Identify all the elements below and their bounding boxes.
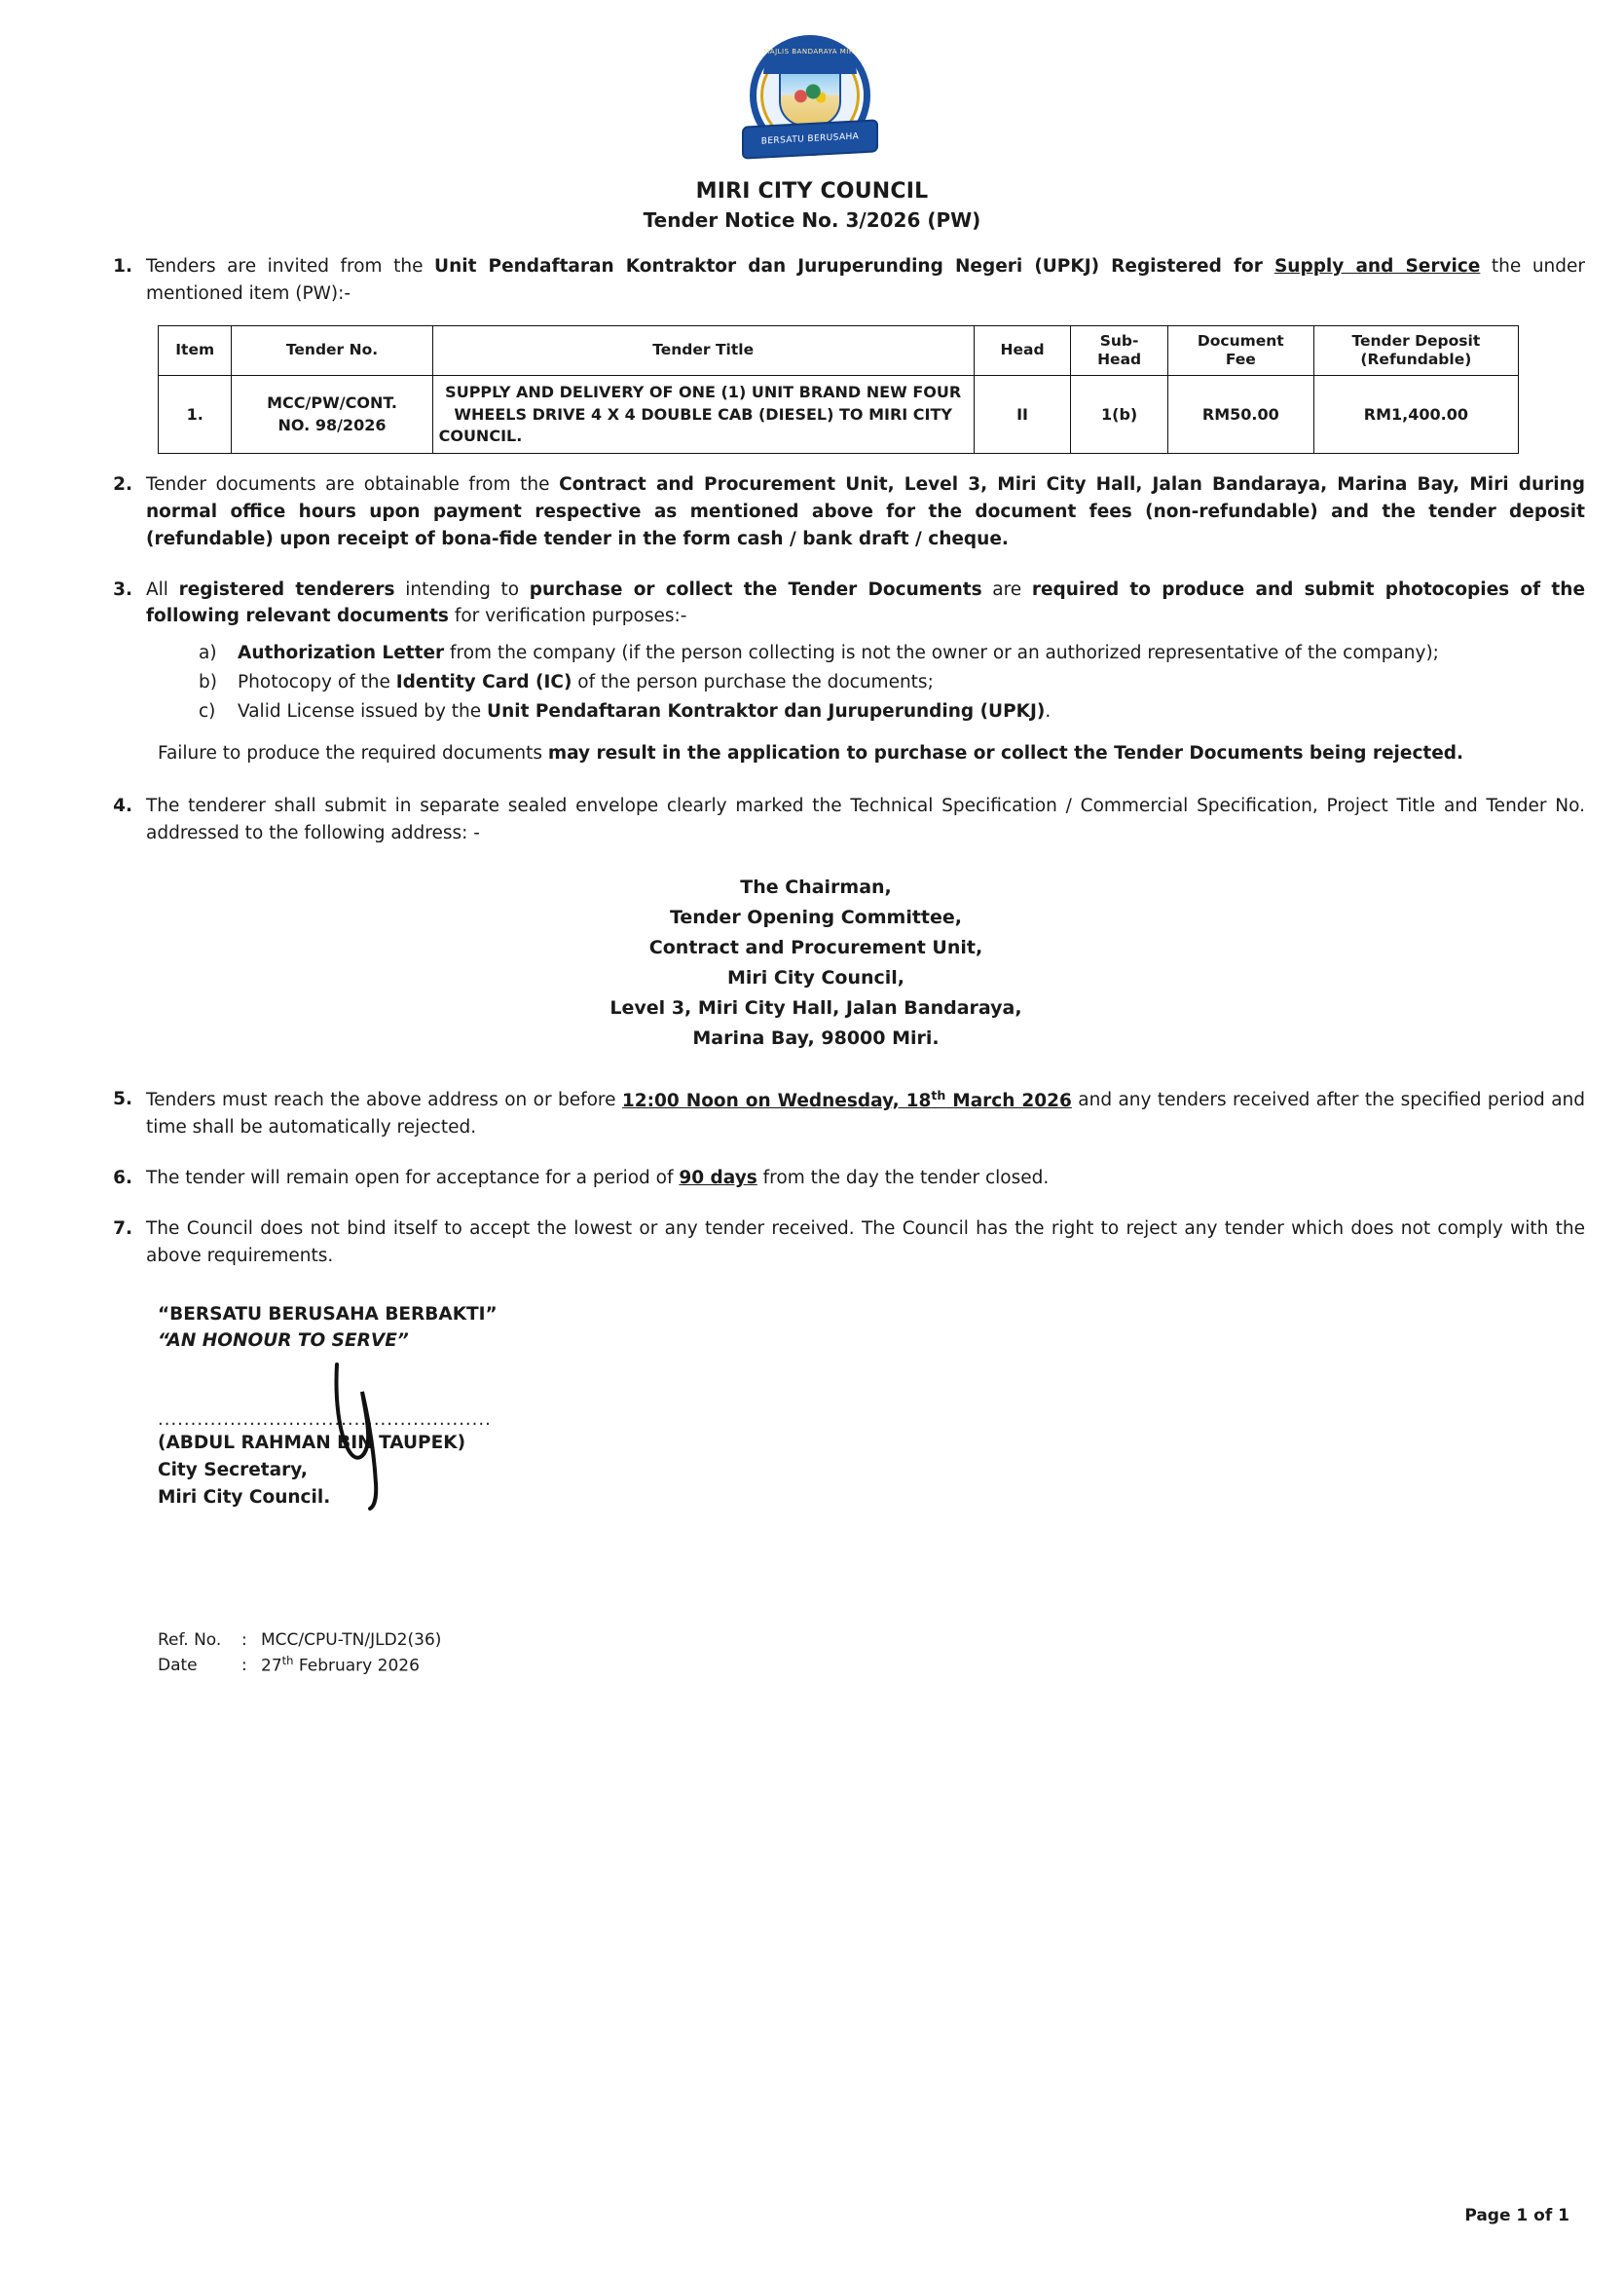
sub-item-c-text: [238, 698, 1585, 726]
sub-item-c-bold: Unit Pendaftaran Kontraktor dan Juruperunding (UPKJ): [487, 700, 1046, 722]
list-item: [199, 669, 1585, 696]
clause-1-part1: Tenders are invited from the: [146, 256, 435, 277]
tender-table-wrapper: [158, 325, 1519, 455]
motto-line-2: “AN HONOUR TO SERVE”: [158, 1330, 409, 1352]
address-line-2: Tender Opening Committee,: [669, 906, 962, 928]
clause-6-part2: from the day the tender closed.: [757, 1168, 1050, 1189]
clause-6-part1: The tender will remain open for acceptance for a period of: [146, 1168, 680, 1189]
clause-3-part2: intending to: [394, 579, 530, 600]
date-value-a: 27: [261, 1657, 282, 1677]
cell-tender-no-line1: MCC/PW/CONT.: [267, 393, 397, 413]
logo-shield-icon: [779, 68, 841, 127]
reference-colon: :: [241, 1630, 247, 1651]
clause-1-number: 1.: [113, 256, 132, 277]
clause-3-sublist: [199, 640, 1585, 725]
date-label: Date: [158, 1656, 198, 1676]
clause-3-text: [146, 577, 1585, 631]
clause-2-text: [146, 471, 1585, 552]
reference-value: MCC/CPU-TN/JLD2(36): [261, 1630, 442, 1651]
clause-1-bold1: Unit Pendaftaran Kontraktor dan Juruperunding Negeri (UPKJ) Registered for: [434, 256, 1274, 277]
th-item: Item: [159, 325, 232, 376]
date-value-b: February 2026: [293, 1657, 420, 1677]
reference-row: [158, 1627, 1585, 1653]
cell-sub-head: 1(b): [1071, 376, 1168, 454]
page-footer: Page 1 of 1: [1464, 2206, 1569, 2225]
miri-city-council-logo-icon: [740, 29, 884, 173]
page-subtitle: Tender Notice No. 3/2026 (PW): [643, 208, 981, 232]
page-title: MIRI CITY COUNCIL: [695, 179, 929, 204]
cell-tender-no: [232, 376, 432, 454]
clause-5-part2: and any tenders received after the specified period and time shall be automatically rejected.: [146, 1090, 1585, 1139]
clause-3-note-pre: Failure to produce the required documents: [158, 743, 548, 765]
sub-item-b-text: [238, 669, 1585, 696]
reference-block: [158, 1627, 1585, 1679]
clause-7-text: The Council does not bind itself to accept the lowest or any tender received. The Council has the right to reject any tender which does not comply with the above requirements.: [146, 1217, 1585, 1266]
address-line-1: The Chairman,: [740, 876, 892, 898]
clause-1-text: [146, 253, 1585, 308]
th-document-fee-line1: Document: [1197, 331, 1284, 350]
th-sub-head-line2: Head: [1097, 350, 1142, 368]
clause-3-part4: for verification purposes:-: [448, 606, 687, 627]
logo-banner: [742, 119, 878, 175]
clause-5: [105, 1086, 1585, 1141]
clause-3-part1: All: [146, 579, 179, 600]
sub-item-b-label: b): [199, 671, 217, 692]
address-line-5: Level 3, Miri City Hall, Jalan Bandaraya,: [609, 996, 1022, 1019]
signatory-post: City Secretary,: [158, 1459, 308, 1480]
clause-3: [105, 577, 1585, 631]
table-header-row: [159, 325, 1519, 376]
date-value-sup: th: [281, 1654, 294, 1668]
clause-4: [105, 793, 1585, 847]
clause-3-bold1: registered tenderers: [178, 579, 395, 600]
clause-6: [105, 1165, 1585, 1192]
clause-5-deadline-a: 12:00 Noon on Wednesday, 18: [621, 1090, 932, 1111]
clause-6-number: 6.: [113, 1168, 132, 1189]
sub-item-b-rest: of the person purchase the documents;: [572, 671, 934, 692]
sub-item-b-pre: Photocopy of the: [238, 671, 396, 692]
council-logo-wrapper: [0, 0, 1624, 173]
list-item: [199, 640, 1585, 667]
sub-item-a-bold: Authorization Letter: [238, 643, 445, 664]
clause-1-part2: the under mentioned item (PW):-: [146, 256, 1585, 304]
clause-5-deadline-b: March 2026: [945, 1090, 1072, 1111]
sub-item-c-label: c): [199, 700, 216, 722]
clause-5-number: 5.: [113, 1089, 132, 1110]
clause-7-number: 7.: [113, 1217, 132, 1239]
address-line-3: Contract and Procurement Unit,: [648, 936, 983, 958]
signatory-name: (ABDUL RAHMAN BIN TAUPEK): [158, 1433, 466, 1454]
logo-banner-text: BERSATU BERUSAHA BERBAKTI: [760, 131, 860, 175]
signatory-org: Miri City Council.: [158, 1486, 331, 1508]
th-tender-no: Tender No.: [232, 325, 432, 376]
th-tender-title: Tender Title: [432, 325, 974, 376]
clause-6-period: 90 days: [679, 1168, 757, 1189]
cell-item: 1.: [159, 376, 232, 454]
document-body: [0, 253, 1624, 1679]
address-line-4: Miri City Council,: [726, 966, 904, 989]
signature-block: [158, 1409, 1585, 1575]
sub-item-b-bold: Identity Card (IC): [395, 671, 572, 692]
th-sub-head-line1: Sub-: [1099, 331, 1139, 350]
th-head: Head: [974, 325, 1071, 376]
clause-6-text: [146, 1165, 1585, 1192]
th-tender-deposit: [1313, 325, 1518, 376]
clause-5-part1: Tenders must reach the above address on or before: [146, 1090, 622, 1111]
clause-3-bold2: purchase or collect the Tender Documents: [529, 579, 982, 600]
signature-dotted-line: ...................................................: [158, 1409, 492, 1431]
clause-5-deadline-sup: th: [931, 1087, 946, 1102]
sub-item-a-rest: from the company (if the person collecting is not the owner or an authorized representative of the company);: [444, 643, 1439, 664]
th-sub-head: [1071, 325, 1168, 376]
clause-3-number: 3.: [113, 579, 132, 600]
date-row: [158, 1653, 1585, 1679]
clause-2-number: 2.: [113, 474, 132, 496]
clause-7: [105, 1215, 1585, 1270]
clause-1-bold-underline: Supply and Service: [1273, 256, 1481, 277]
sub-item-c-rest: .: [1045, 700, 1052, 722]
cell-tender-no-line2: NO. 98/2026: [277, 415, 387, 434]
clause-3-bold3: required to produce and submit photocopies of the following relevant documents: [146, 579, 1585, 627]
clause-3-note-bold: may result in the application to purchase or collect the Tender Documents being rejected.: [547, 743, 1464, 765]
reference-label: Ref. No.: [158, 1630, 222, 1651]
cell-tender-title: SUPPLY AND DELIVERY OF ONE (1) UNIT BRAND NEW FOUR WHEELS DRIVE 4 X 4 DOUBLE CAB (DIESEL) TO MIRI CITY COUNCIL.: [432, 376, 974, 454]
clause-1: [105, 253, 1585, 308]
clause-2-bold1: Contract and Procurement Unit, Level 3, Miri City Hall, Jalan Bandaraya, Marina Bay, Miri during normal office hours upon payment respective as mentioned above for the document fees (non-refundable) and the tender deposit (refundable) upon receipt of bona-fide tender in the form cash / bank draft / cheque.: [146, 474, 1585, 549]
clause-2: [105, 471, 1585, 552]
th-tender-deposit-line2: (Refundable): [1360, 350, 1472, 368]
clause-5-text: [146, 1086, 1585, 1141]
clause-3-note: [158, 740, 1519, 767]
date-value: [261, 1653, 420, 1679]
submission-address-block: [105, 873, 1585, 1054]
th-document-fee: [1167, 325, 1313, 376]
cell-head: II: [974, 376, 1071, 454]
th-tender-deposit-line1: Tender Deposit: [1351, 331, 1481, 350]
sub-item-c-pre: Valid License issued by the: [238, 700, 488, 722]
tender-table: [158, 325, 1519, 455]
address-line-6: Marina Bay, 98000 Miri.: [692, 1027, 940, 1049]
date-colon: :: [241, 1656, 247, 1676]
clause-4-text: The tenderer shall submit in separate sealed envelope clearly marked the Technical Specification / Commercial Specification, Project Title and Tender No. addressed to the following address: -: [146, 796, 1585, 843]
sub-item-a-label: a): [199, 643, 217, 664]
council-motto: [158, 1302, 1585, 1355]
list-item: [199, 698, 1585, 726]
cell-document-fee: RM50.00: [1167, 376, 1313, 454]
clause-5-deadline: [621, 1087, 1072, 1111]
sub-item-a-text: [238, 640, 1585, 667]
clause-4-number: 4.: [113, 796, 132, 817]
clause-2-part1: Tender documents are obtainable from the: [146, 474, 560, 496]
cell-tender-deposit: RM1,400.00: [1313, 376, 1518, 454]
table-row: [159, 376, 1519, 454]
th-document-fee-line2: Fee: [1225, 350, 1256, 368]
clause-3-part3: are: [981, 579, 1032, 600]
motto-line-1: “BERSATU BERUSAHA BERBAKTI”: [158, 1304, 498, 1326]
logo-top-text: MAJLIS BANDARAYA MIRI: [763, 48, 857, 56]
